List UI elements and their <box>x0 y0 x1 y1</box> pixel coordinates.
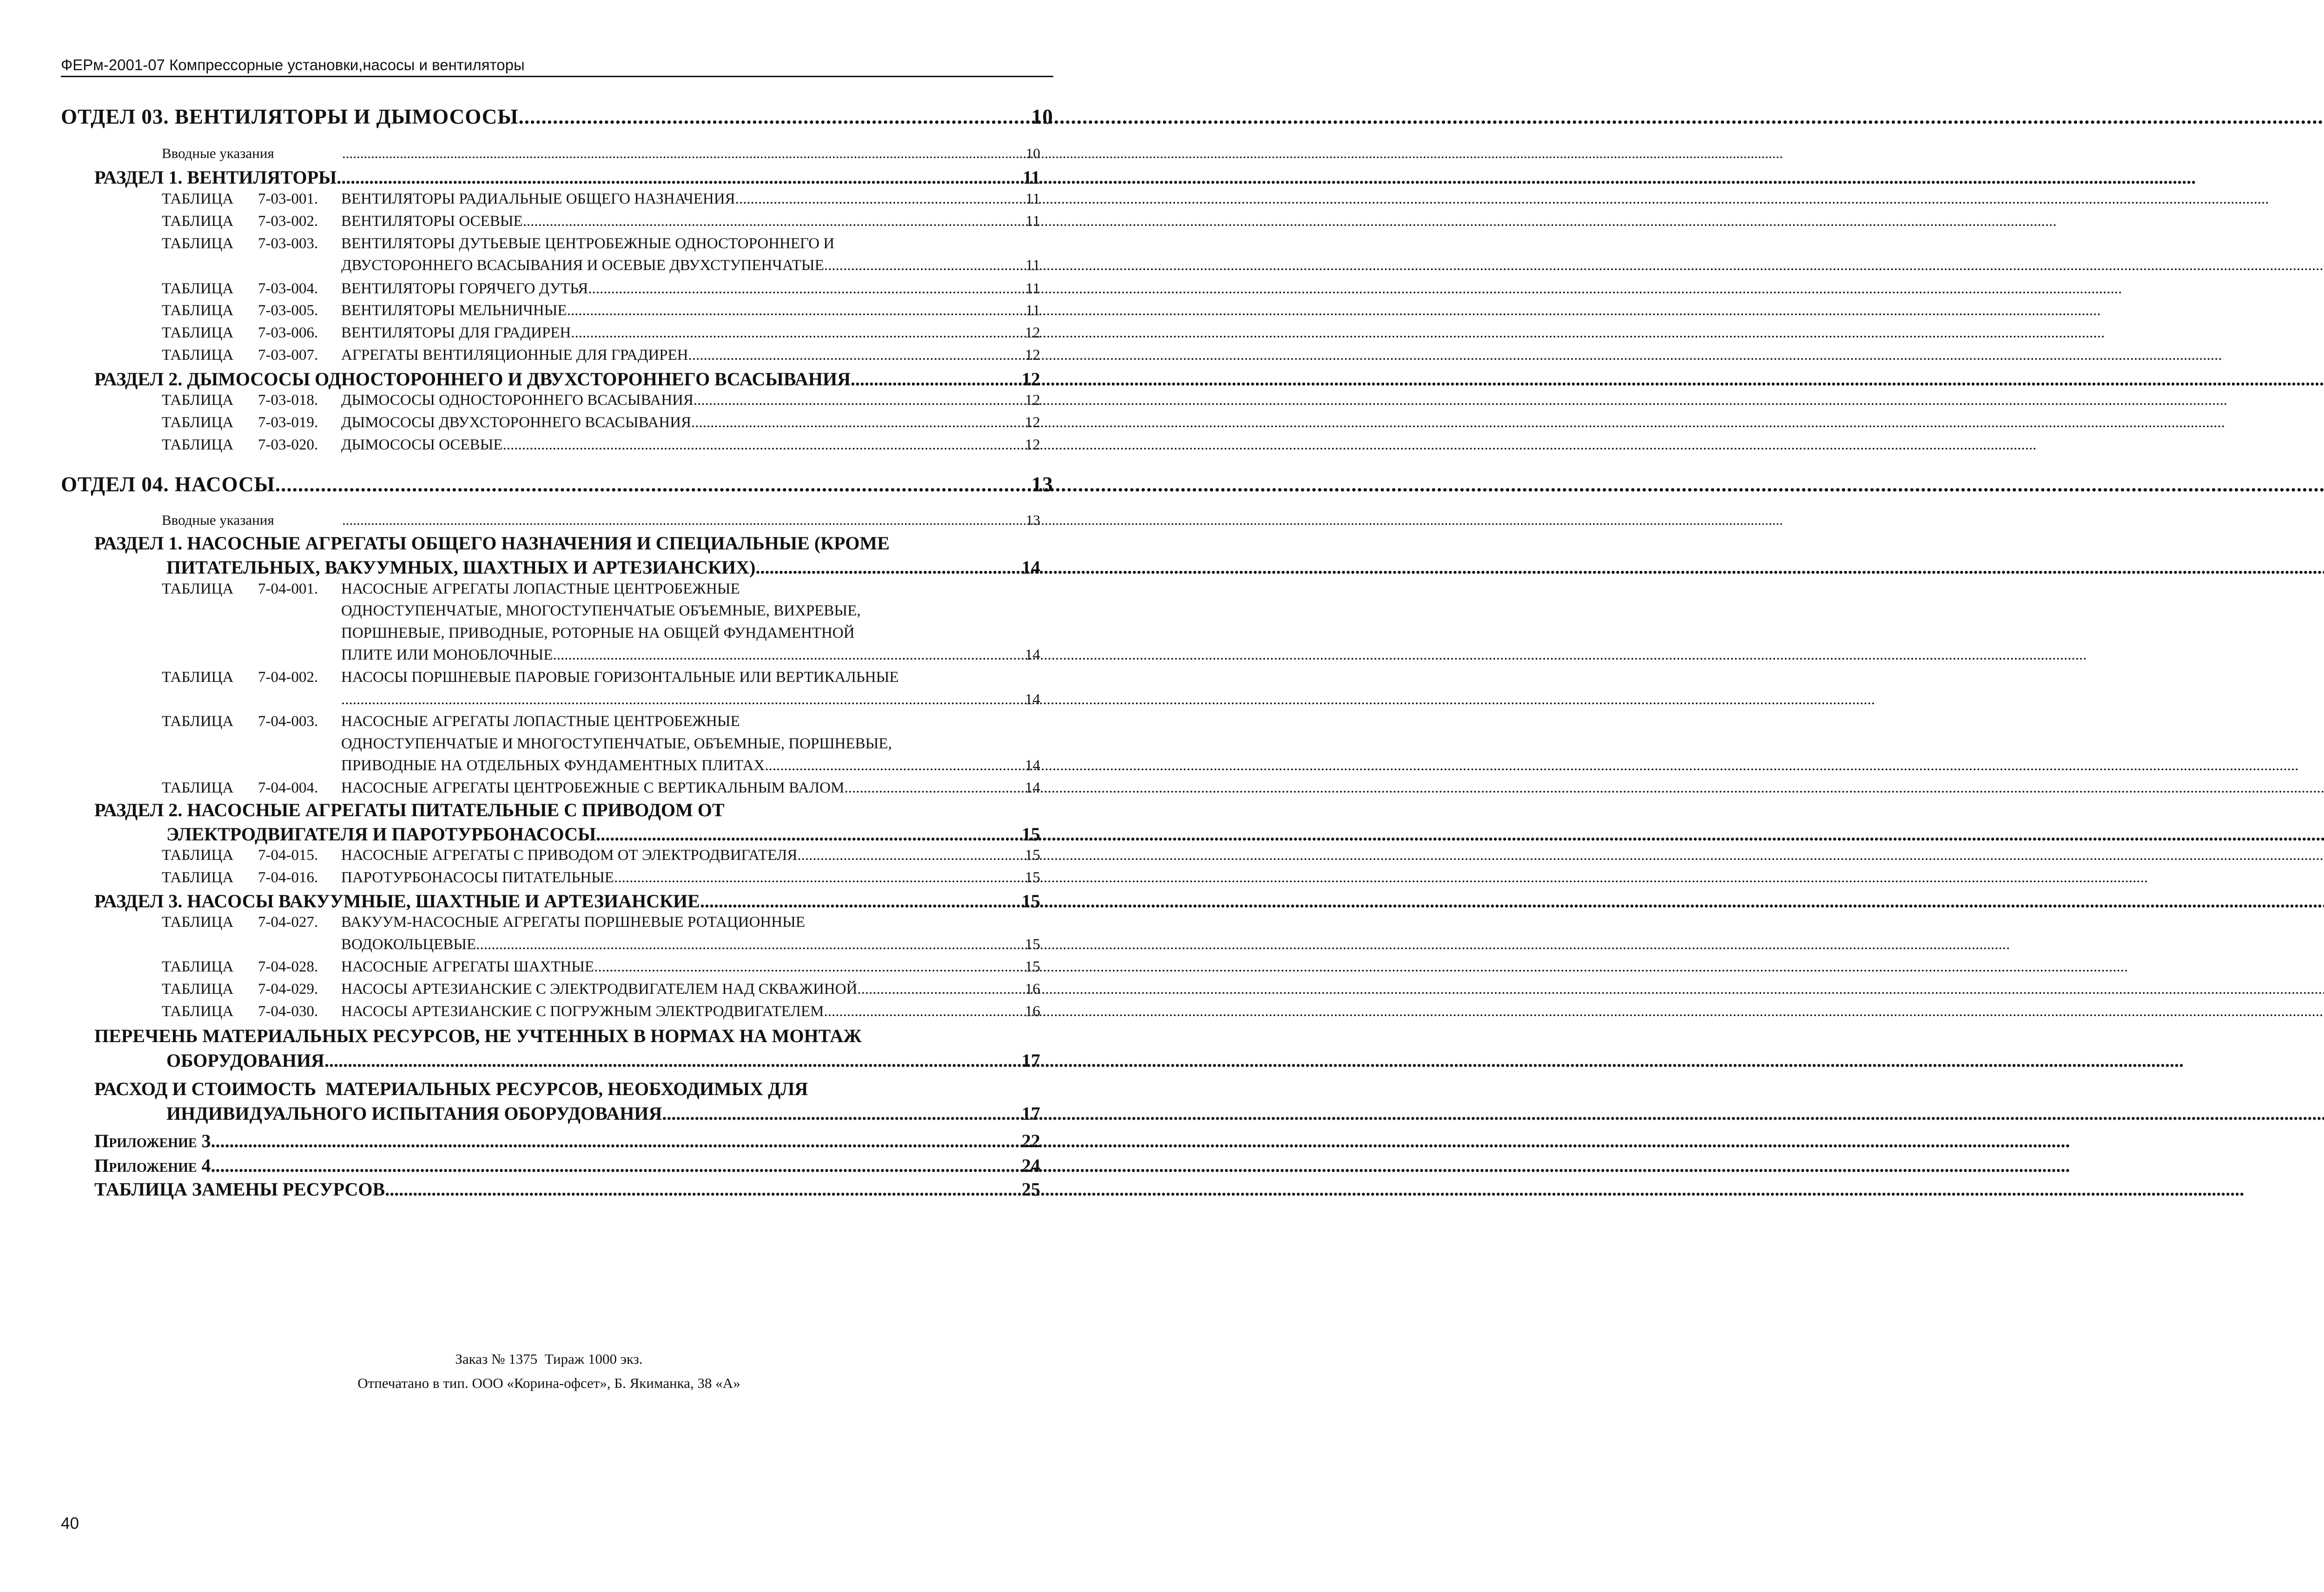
toc-page-number: 13 <box>1026 512 1040 528</box>
toc-page-number: 15 <box>1022 891 1040 912</box>
toc-page-number: 14 <box>1025 647 1040 663</box>
toc-page-number: 11 <box>1025 191 1040 207</box>
toc-entry-label: ВЕНТИЛЯТОРЫ МЕЛЬНИЧНЫЕ <box>341 302 567 319</box>
leader-dots <box>337 166 1021 188</box>
toc-table-7-03-020 <box>162 436 1040 454</box>
toc-table-7-03-004 <box>162 280 1040 297</box>
leader-dots <box>567 302 1024 319</box>
toc-entry-label: ПРИВОДНЫЕ НА ОТДЕЛЬНЫХ ФУНДАМЕНТНЫХ ПЛИТАХ <box>341 757 765 774</box>
leader-dots <box>211 1130 1020 1152</box>
toc-table-7-04-030 <box>162 1003 1040 1020</box>
table-code: 7-04-030. <box>258 1003 318 1020</box>
table-code: 7-04-028. <box>258 958 318 975</box>
toc-page-number: 12 <box>1025 347 1040 363</box>
toc-table-7-04-001 <box>162 581 1040 598</box>
toc-table-7-04-015 <box>162 847 1040 864</box>
toc-entry-label: ДВУСТОРОННЕГО ВСАСЫВАНИЯ И ОСЕВЫЕ ДВУХСТУПЕНЧАТЫЕ <box>341 257 824 274</box>
table-code: 7-03-019. <box>258 414 318 431</box>
leader-dots <box>662 1103 1020 1124</box>
leader-dots <box>342 145 1024 162</box>
toc-entry-label: ТАБЛИЦА ЗАМЕНЫ РЕСУРСОВ <box>94 1179 385 1200</box>
toc-raskhod <box>94 1078 1040 1100</box>
leader-dots <box>588 280 1023 297</box>
toc-entry-label: ОБОРУДОВАНИЯ <box>166 1050 324 1071</box>
toc-page-number: 10 <box>1026 145 1040 161</box>
toc-entry-label: ПИТАТЕЛЬНЫХ, ВАКУУМНЫХ, ШАХТНЫХ И АРТЕЗИАНСКИХ) <box>166 557 756 578</box>
leader-dots <box>691 414 1023 431</box>
toc-table-7-03-002 <box>162 213 1040 230</box>
page-number: 40 <box>61 1514 79 1533</box>
toc-entry-label: НАСОСНЫЕ АГРЕГАТЫ ШАХТНЫЕ <box>341 958 594 975</box>
leader-dots <box>594 958 1023 976</box>
toc-replacement-table <box>94 1178 1040 1200</box>
toc-entry-label: ВЕНТИЛЯТОРЫ ОСЕВЫЕ <box>341 213 523 230</box>
toc-page-number: 14 <box>1025 757 1040 774</box>
toc-page-number: 15 <box>1022 824 1040 845</box>
toc-entry-label: ПОРШНЕВЫЕ, ПРИВОДНЫЕ, РОТОРНЫЕ НА ОБЩЕЙ ФУНДАМЕНТНОЙ <box>341 625 855 641</box>
toc-intro-otdel-03 <box>162 145 1040 162</box>
leader-dots <box>824 1003 1023 1020</box>
toc-table-7-04-004 <box>162 779 1040 797</box>
toc-table-7-03-019 <box>162 414 1040 431</box>
toc-razdel-04-1 <box>94 532 1040 554</box>
table-code: 7-03-007. <box>258 347 318 363</box>
table-code: 7-03-018. <box>258 392 318 409</box>
toc-page-number: 10 <box>1031 105 1053 128</box>
table-code: 7-03-001. <box>258 191 318 207</box>
toc-razdel-04-1-cont <box>166 556 1040 578</box>
toc-page-number: 15 <box>1025 958 1040 975</box>
toc-table-7-03-007 <box>162 347 1040 364</box>
toc-page-number: 12 <box>1025 436 1040 453</box>
table-code: 7-04-029. <box>258 981 318 997</box>
leader-dots <box>824 257 1023 274</box>
toc-entry-label: НАСОСНЫЕ АГРЕГАТЫ ЛОПАСТНЫЕ ЦЕНТРОБЕЖНЫЕ <box>341 581 740 597</box>
table-prefix: ТАБЛИЦА <box>162 669 234 686</box>
toc-entry-label: РАЗДЕЛ 3. НАСОСЫ ВАКУУМНЫЕ, ШАХТНЫЕ И АРТЕЗИАНСКИЕ <box>94 891 700 912</box>
toc-entry-label: РАСХОД И СТОИМОСТЬ МАТЕРИАЛЬНЫХ РЕСУРСОВ, НЕОБХОДИМЫХ ДЛЯ <box>94 1078 808 1099</box>
toc-appendix-3 <box>94 1130 1040 1152</box>
toc-page-number: 24 <box>1022 1155 1040 1176</box>
toc-table-7-03-005 <box>162 302 1040 319</box>
toc-otdel-04 <box>61 472 1053 496</box>
table-code: 7-04-002. <box>258 669 318 686</box>
toc-page-number: 14 <box>1025 691 1040 708</box>
leader-dots <box>275 472 1030 496</box>
toc-entry-label: ВАКУУМ-НАСОСНЫЕ АГРЕГАТЫ ПОРШНЕВЫЕ РОТАЦИОННЫЕ <box>341 914 805 931</box>
table-code: 7-04-001. <box>258 581 318 597</box>
toc-table-7-04-001-cont <box>341 625 1040 642</box>
table-prefix: ТАБЛИЦА <box>162 213 234 230</box>
toc-razdel-04-2 <box>94 799 1040 821</box>
leader-dots <box>688 347 1023 364</box>
toc-appendix-4 <box>94 1155 1040 1176</box>
table-prefix: ТАБЛИЦА <box>162 191 234 207</box>
leader-dots <box>342 512 1024 528</box>
imprint-order-line: Заказ № 1375 Тираж 1000 экз. <box>455 1351 643 1367</box>
table-code: 7-04-016. <box>258 869 318 886</box>
toc-entry-label: РАЗДЕЛ 2. ДЫМОСОСЫ ОДНОСТОРОННЕГО И ДВУХСТОРОННЕГО ВСАСЫВАНИЯ <box>94 369 851 390</box>
toc-entry-label: ВОДОКОЛЬЦЕВЫЕ <box>341 936 476 953</box>
toc-table-7-03-018 <box>162 392 1040 409</box>
table-code: 7-04-003. <box>258 713 318 730</box>
toc-table-7-03-001 <box>162 191 1040 208</box>
table-prefix: ТАБЛИЦА <box>162 581 234 597</box>
toc-page-number: 16 <box>1025 981 1040 997</box>
toc-table-7-04-016 <box>162 869 1040 886</box>
table-code: 7-04-004. <box>258 779 318 796</box>
leader-dots <box>503 436 1023 454</box>
toc-entry-label: РАЗДЕЛ 2. НАСОСНЫЕ АГРЕГАТЫ ПИТАТЕЛЬНЫЕ С ПРИВОДОМ ОТ <box>94 799 725 820</box>
toc-page-number: 12 <box>1022 369 1040 390</box>
toc-page-number: 13 <box>1031 473 1053 496</box>
toc-entry-label: ИНДИВИДУАЛЬНОГО ИСПЫТАНИЯ ОБОРУДОВАНИЯ <box>166 1103 662 1124</box>
toc-entry-label: ВЕНТИЛЯТОРЫ ДЛЯ ГРАДИРЕН <box>341 324 571 341</box>
toc-entry-label: ОДНОСТУПЕНЧАТЫЕ, МНОГОСТУПЕНЧАТЫЕ ОБЪЕМНЫЕ, ВИХРЕВЫЕ, <box>341 602 861 619</box>
toc-entry-label: Вводные указания <box>162 512 274 528</box>
leader-dots <box>571 324 1023 342</box>
toc-entry-label: Приложение 4 <box>94 1155 211 1176</box>
toc-page-number: 12 <box>1025 324 1040 341</box>
toc-entry-label: ВЕНТИЛЯТОРЫ ГОРЯЧЕГО ДУТЬЯ <box>341 280 588 297</box>
toc-table-7-04-003-cont <box>341 757 1040 774</box>
table-prefix: ТАБЛИЦА <box>162 914 234 931</box>
toc-table-7-04-027-cont <box>341 936 1040 953</box>
toc-entry-label: ЭЛЕКТРОДВИГАТЕЛЯ И ПАРОТУРБОНАСОСЫ <box>166 824 596 845</box>
leader-dots <box>857 981 1023 998</box>
leader-dots <box>735 191 1024 208</box>
toc-page-number: 11 <box>1025 213 1040 230</box>
toc-entry-label: Приложение 3 <box>94 1130 211 1151</box>
toc-page-number: 11 <box>1025 302 1040 319</box>
toc-raskhod-cont <box>166 1103 1040 1124</box>
toc-entry-label: ПЕРЕЧЕНЬ МАТЕРИАЛЬНЫХ РЕСУРСОВ, НЕ УЧТЕННЫХ В НОРМАХ НА МОНТАЖ <box>94 1025 862 1046</box>
leader-dots <box>385 1178 1020 1200</box>
table-code: 7-03-006. <box>258 324 318 341</box>
toc-page-number: 15 <box>1025 936 1040 953</box>
toc-page-number: 25 <box>1022 1179 1040 1200</box>
toc-page-number: 11 <box>1023 167 1040 188</box>
toc-table-7-03-006 <box>162 324 1040 342</box>
leader-dots <box>476 936 1023 953</box>
toc-perechen <box>94 1025 1040 1047</box>
table-prefix: ТАБЛИЦА <box>162 981 234 997</box>
toc-page-number: 12 <box>1025 392 1040 409</box>
toc-otdel-03 <box>61 105 1053 129</box>
table-code: 7-04-027. <box>258 914 318 931</box>
toc-razdel-04-3 <box>94 890 1040 912</box>
toc-entry-label: НАСОСЫ АРТЕЗИАНСКИЕ С ПОГРУЖНЫМ ЭЛЕКТРОДВИГАТЕЛЕМ <box>341 1003 824 1020</box>
leader-dots <box>518 105 1030 129</box>
toc-table-7-04-003-cont <box>341 735 1040 753</box>
table-code: 7-03-002. <box>258 213 318 230</box>
toc-page-number: 11 <box>1025 257 1040 274</box>
toc-entry-label: ДЫМОСОСЫ ОСЕВЫЕ <box>341 436 503 453</box>
table-prefix: ТАБЛИЦА <box>162 280 234 297</box>
table-prefix: ТАБЛИЦА <box>162 436 234 453</box>
table-prefix: ТАБЛИЦА <box>162 713 234 730</box>
toc-razdel-03-2 <box>94 368 1040 390</box>
toc-table-7-04-029 <box>162 981 1040 998</box>
toc-razdel-04-2-cont <box>166 823 1040 845</box>
leader-dots <box>765 757 1023 774</box>
toc-page-number: 17 <box>1022 1050 1040 1071</box>
table-prefix: ТАБЛИЦА <box>162 779 234 796</box>
toc-page-number: 11 <box>1025 280 1040 297</box>
table-code: 7-04-015. <box>258 847 318 864</box>
toc-entry-label: Вводные указания <box>162 145 274 161</box>
leader-dots <box>614 869 1023 886</box>
toc-entry-label: ВЕНТИЛЯТОРЫ ДУТЬЕВЫЕ ЦЕНТРОБЕЖНЫЕ ОДНОСТОРОННЕГО И <box>341 235 835 252</box>
toc-perechen-cont <box>166 1050 1040 1071</box>
table-prefix: ТАБЛИЦА <box>162 324 234 341</box>
leader-dots <box>844 779 1023 797</box>
toc-entry-label: НАСОСНЫЕ АГРЕГАТЫ С ПРИВОДОМ ОТ ЭЛЕКТРОДВИГАТЕЛЯ <box>341 847 798 864</box>
table-prefix: ТАБЛИЦА <box>162 347 234 363</box>
toc-table-7-04-003 <box>162 713 1040 730</box>
leader-dots <box>596 823 1020 845</box>
imprint-printer-line: Отпечатано в тип. ООО «Корина-офсет», Б. Якиманка, 38 «А» <box>357 1375 740 1391</box>
leader-dots <box>693 392 1023 409</box>
toc-entry-label: ВЕНТИЛЯТОРЫ РАДИАЛЬНЫЕ ОБЩЕГО НАЗНАЧЕНИЯ <box>341 191 735 207</box>
toc-entry-label: РАЗДЕЛ 1. ВЕНТИЛЯТОРЫ <box>94 167 337 188</box>
table-code: 7-03-020. <box>258 436 318 453</box>
leader-dots <box>851 368 1020 390</box>
table-prefix: ТАБЛИЦА <box>162 235 234 252</box>
toc-page-number: 12 <box>1025 414 1040 431</box>
leader-dots <box>553 647 1023 664</box>
leader-dots <box>797 847 1023 864</box>
running-header: ФЕРм-2001-07 Компрессорные установки,насосы и вентиляторы <box>61 56 525 73</box>
table-code: 7-03-005. <box>258 302 318 319</box>
table-prefix: ТАБЛИЦА <box>162 958 234 975</box>
toc-entry-label: РАЗДЕЛ 1. НАСОСНЫЕ АГРЕГАТЫ ОБЩЕГО НАЗНАЧЕНИЯ И СПЕЦИАЛЬНЫЕ (КРОМЕ <box>94 533 890 554</box>
table-code: 7-03-004. <box>258 280 318 297</box>
table-code: 7-03-003. <box>258 235 318 252</box>
table-prefix: ТАБЛИЦА <box>162 392 234 409</box>
leader-dots <box>523 213 1024 230</box>
leader-dots <box>341 691 1023 708</box>
toc-entry-label: ДЫМОСОСЫ ОДНОСТОРОННЕГО ВСАСЫВАНИЯ <box>341 392 694 409</box>
toc-page-number: 15 <box>1025 847 1040 864</box>
table-prefix: ТАБЛИЦА <box>162 302 234 319</box>
toc-table-7-04-001-cont <box>341 647 1040 664</box>
toc-intro-otdel-04 <box>162 512 1040 528</box>
toc-entry-label: ДЫМОСОСЫ ДВУХСТОРОННЕГО ВСАСЫВАНИЯ <box>341 414 692 431</box>
toc-entry-label: НАСОСЫ ПОРШНЕВЫЕ ПАРОВЫЕ ГОРИЗОНТАЛЬНЫЕ ИЛИ ВЕРТИКАЛЬНЫЕ <box>341 669 899 686</box>
toc-page-number: 22 <box>1022 1130 1040 1151</box>
toc-page-number: 15 <box>1025 869 1040 886</box>
toc-table-7-03-003 <box>162 235 1040 252</box>
table-prefix: ТАБЛИЦА <box>162 847 234 864</box>
toc-entry-label: ОТДЕЛ 03. ВЕНТИЛЯТОРЫ И ДЫМОСОСЫ <box>61 105 519 128</box>
toc-page-number: 14 <box>1022 557 1040 578</box>
toc-table-7-04-027 <box>162 914 1040 931</box>
toc-entry-label: ПЛИТЕ ИЛИ МОНОБЛОЧНЫЕ <box>341 647 553 663</box>
table-prefix: ТАБЛИЦА <box>162 1003 234 1020</box>
toc-page-number: 14 <box>1025 779 1040 796</box>
leader-dots <box>211 1155 1020 1176</box>
toc-table-7-04-002 <box>162 669 1040 686</box>
table-prefix: ТАБЛИЦА <box>162 414 234 431</box>
table-prefix: ТАБЛИЦА <box>162 869 234 886</box>
toc-razdel-03-1 <box>94 166 1040 188</box>
toc-entry-label: ПАРОТУРБОНАСОСЫ ПИТАТЕЛЬНЫЕ <box>341 869 614 886</box>
toc-table-7-04-002-cont <box>341 691 1040 708</box>
toc-entry-label: ОДНОСТУПЕНЧАТЫЕ И МНОГОСТУПЕНЧАТЫЕ, ОБЪЕМНЫЕ, ПОРШНЕВЫЕ, <box>341 735 892 752</box>
toc-page-number: 16 <box>1025 1003 1040 1020</box>
toc-page-number: 17 <box>1022 1103 1040 1124</box>
toc-entry-label: НАСОСЫ АРТЕЗИАНСКИЕ С ЭЛЕКТРОДВИГАТЕЛЕМ НАД СКВАЖИНОЙ <box>341 981 858 997</box>
toc-table-7-04-028 <box>162 958 1040 976</box>
leader-dots <box>756 556 1020 578</box>
toc-entry-label: АГРЕГАТЫ ВЕНТИЛЯЦИОННЫЕ ДЛЯ ГРАДИРЕН <box>341 347 688 363</box>
toc-table-7-03-003-cont <box>341 257 1040 274</box>
toc-entry-label: НАСОСНЫЕ АГРЕГАТЫ ЦЕНТРОБЕЖНЫЕ С ВЕРТИКАЛЬНЫМ ВАЛОМ <box>341 779 845 796</box>
toc-entry-label: НАСОСНЫЕ АГРЕГАТЫ ЛОПАСТНЫЕ ЦЕНТРОБЕЖНЫЕ <box>341 713 740 730</box>
leader-dots <box>700 890 1020 912</box>
leader-dots <box>324 1050 1020 1071</box>
toc-table-7-04-001-cont <box>341 602 1040 620</box>
toc-entry-label: ОТДЕЛ 04. НАСОСЫ <box>61 473 275 496</box>
